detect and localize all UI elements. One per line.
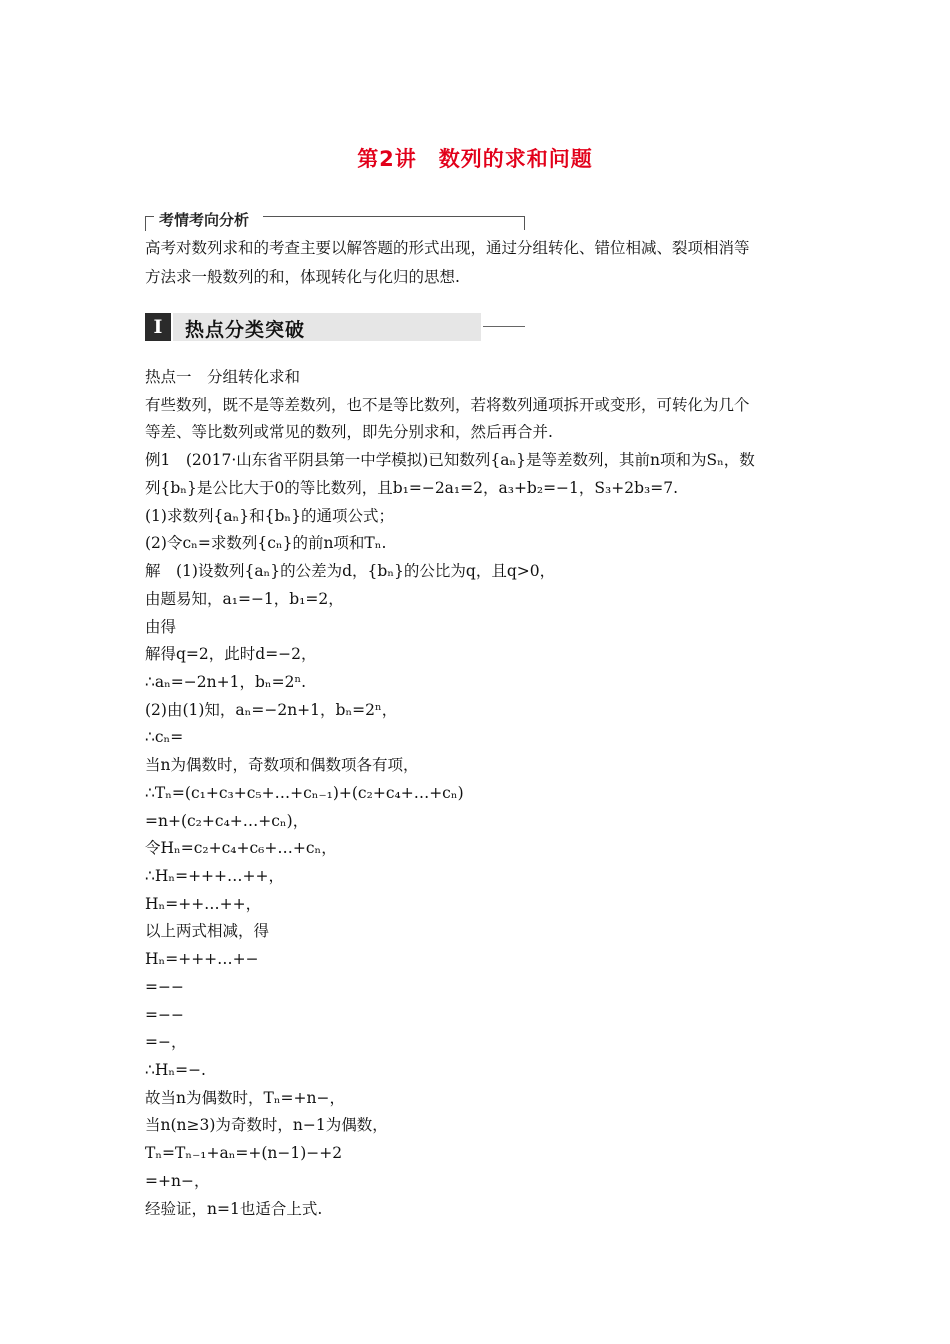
body-line: 令Hₙ=c₂+c₄+c₆+…+cₙ， (145, 839, 337, 857)
section-banner (145, 313, 525, 341)
body-line: ∴aₙ=−2n+1，bₙ=2ⁿ. (145, 673, 307, 691)
section-heading-analysis (145, 209, 525, 231)
body-line: 经验证，n=1也适合上式. (145, 1200, 323, 1218)
body-line: (2)令cₙ=求数列{cₙ}的前n项和Tₙ. (145, 534, 387, 552)
body-line: 热点一 分组转化求和 (145, 368, 301, 386)
body-line: 当n(n≥3)为奇数时，n−1为偶数， (145, 1116, 388, 1134)
body-line: =−− (145, 1006, 184, 1024)
body-line: =−− (145, 978, 184, 996)
page-title: 第2讲 数列的求和问题 (357, 147, 593, 171)
body-line: 等差、等比数列或常见的数列，即先分别求和，然后再合并. (145, 423, 553, 441)
body-line: 由题易知，a₁=−1，b₁=2， (145, 590, 344, 608)
body-line: =n+(c₂+c₄+…+cₙ)， (145, 812, 309, 830)
section-heading-label: 考情考向分析 (159, 211, 250, 229)
body-line: 故当n为偶数时，Tₙ=+n−， (145, 1089, 345, 1107)
body-line: 有些数列，既不是等差数列，也不是等比数列，若将数列通项拆开或变形，可转化为几个 (145, 396, 750, 414)
body-line: ∴cₙ= (145, 728, 184, 746)
body-line: 当n为偶数时，奇数项和偶数项各有项， (145, 756, 419, 774)
body-line: =−， (145, 1033, 187, 1051)
body-line: ∴Hₙ=+++…++， (145, 867, 285, 885)
heading-bracket-left (145, 216, 154, 231)
body-line: =+n−， (145, 1172, 210, 1190)
analysis-line-2: 方法求一般数列的和，体现转化与化归的思想. (145, 268, 460, 286)
body-line: 例1 (2017·山东省平阴县第一中学模拟)已知数列{aₙ}是等差数列，其前n项和为Sₙ，数 (145, 451, 755, 469)
body-line: 列{bₙ}是公比大于0的等比数列，且b₁=−2a₁=2，a₃+b₂=−1，S₃+2b₃=7. (145, 479, 678, 497)
body-line: Hₙ=++…++， (145, 895, 262, 913)
body-line: 解得q=2，此时d=−2， (145, 645, 317, 663)
body-line: (2)由(1)知，aₙ=−2n+1，bₙ=2ⁿ， (145, 701, 398, 719)
heading-bracket-right (524, 216, 525, 230)
body-line: 以上两式相减，得 (145, 922, 270, 940)
banner-rule (483, 326, 525, 327)
banner-roman-numeral: I (145, 313, 171, 341)
body-line: 由得 (145, 618, 177, 636)
body-line: 解 (1)设数列{aₙ}的公差为d，{bₙ}的公比为q，且q>0， (145, 562, 556, 580)
body-line: ∴Tₙ=(c₁+c₃+c₅+…+cₙ₋₁)+(c₂+c₄+…+cₙ) (145, 784, 464, 802)
body-line: Tₙ=Tₙ₋₁+aₙ=+(n−1)−+2 (145, 1144, 343, 1162)
banner-title: 热点分类突破 (185, 319, 306, 341)
body-line: (1)求数列{aₙ}和{bₙ}的通项公式； (145, 507, 394, 525)
body-line: ∴Hₙ=−. (145, 1061, 206, 1079)
analysis-line-1: 高考对数列求和的考查主要以解答题的形式出现，通过分组转化、错位相减、裂项相消等 (145, 239, 750, 257)
heading-rule (263, 216, 525, 217)
body-line: Hₙ=+++…+− (145, 950, 259, 968)
